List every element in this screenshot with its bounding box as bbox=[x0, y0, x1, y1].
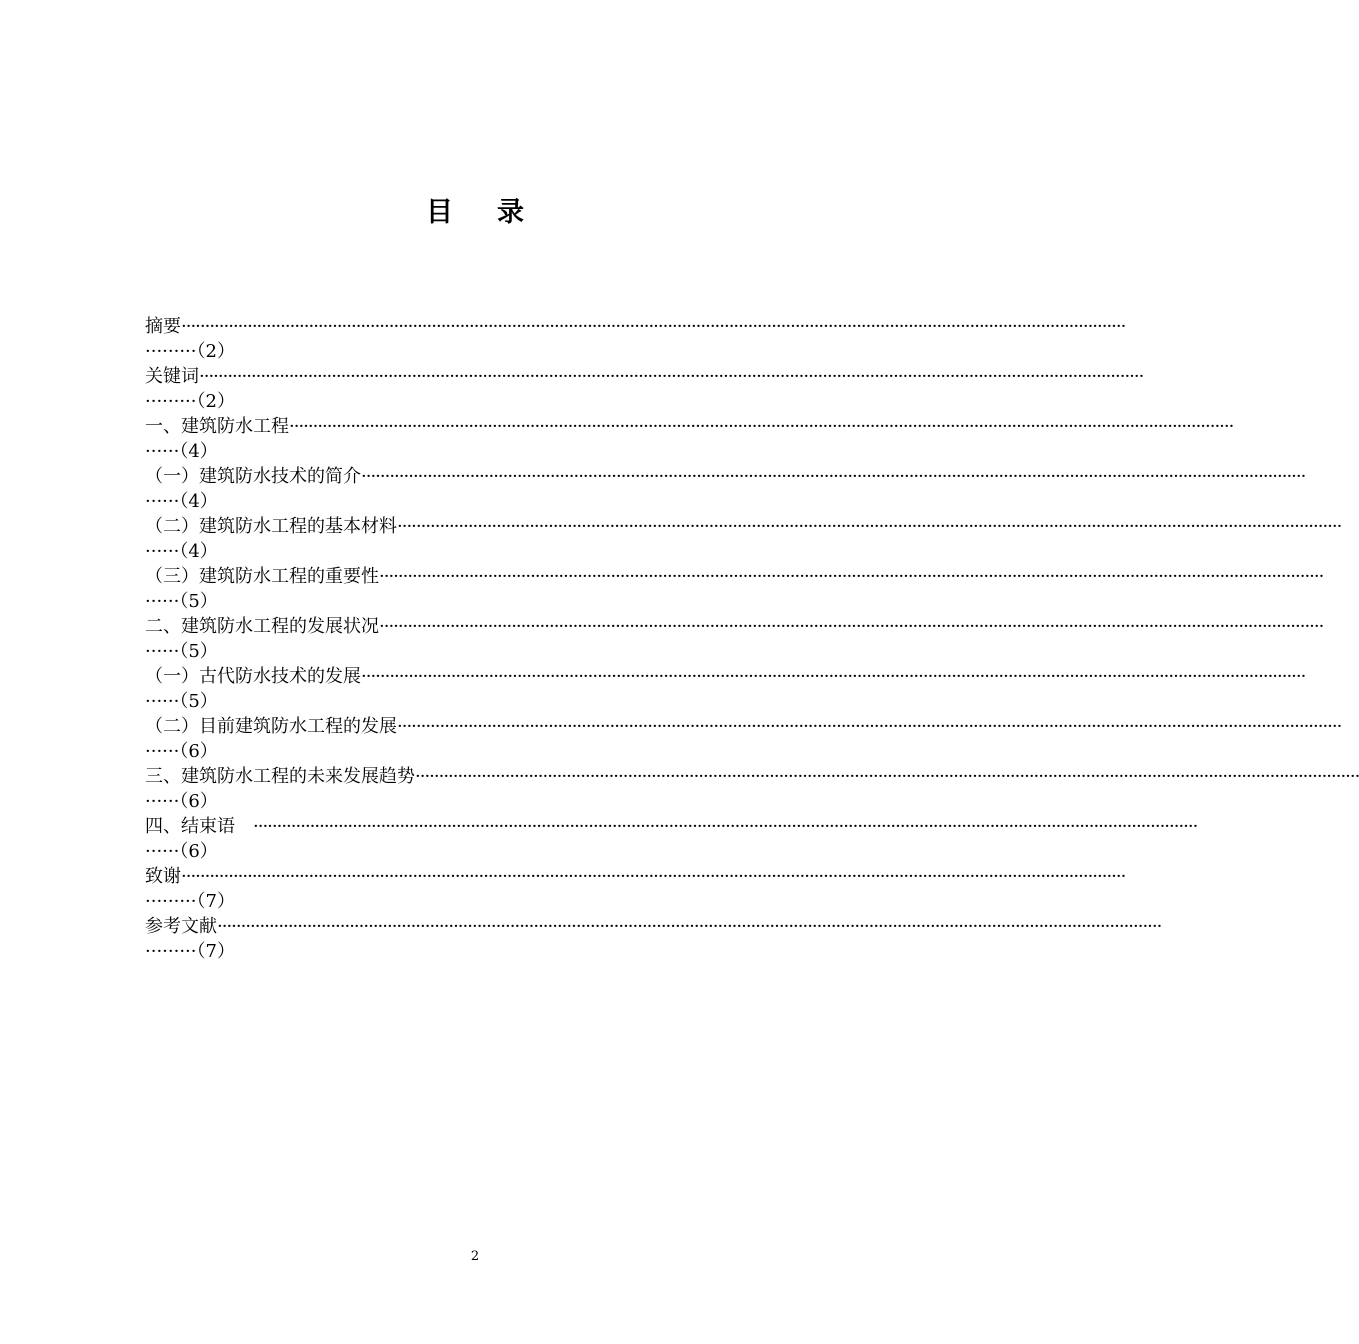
toc-entry-page-ref: ······（5） bbox=[145, 641, 218, 662]
dot-leader: ········································································································································································································ bbox=[379, 566, 1324, 587]
toc-entry-page-ref: ······（6） bbox=[145, 741, 218, 762]
toc-entry-page-ref: ······（5） bbox=[145, 591, 218, 612]
table-of-contents bbox=[145, 314, 1359, 964]
toc-entry-section-2[interactable] bbox=[145, 614, 1324, 664]
toc-entry-page-ref: ·········（7） bbox=[145, 941, 235, 962]
toc-entry-label: （二）建筑防水工程的基本材料 bbox=[145, 516, 397, 537]
toc-entry-label: 参考文献 bbox=[145, 916, 217, 937]
toc-entry-label: 二、建筑防水工程的发展状况 bbox=[145, 616, 379, 637]
toc-entry-section-1[interactable] bbox=[145, 414, 1234, 464]
dot-leader: ········································································································································································································ bbox=[253, 816, 1198, 837]
toc-entry-page-ref: ······（6） bbox=[145, 791, 218, 812]
dot-leader: ········································································································································································································ bbox=[181, 316, 1126, 337]
dot-leader: ········································································································································································································ bbox=[289, 416, 1234, 437]
toc-entry-page-ref: ······（4） bbox=[145, 491, 218, 512]
toc-entry-label: 摘要 bbox=[145, 316, 181, 337]
toc-entry-section-4[interactable] bbox=[145, 814, 1198, 864]
dot-leader: ········································································································································································································ bbox=[415, 766, 1359, 787]
toc-entry-section-3[interactable] bbox=[145, 764, 1359, 814]
toc-entry-section-1-2[interactable] bbox=[145, 514, 1342, 564]
toc-title bbox=[0, 196, 950, 230]
toc-title-char-2: 录 bbox=[497, 197, 524, 228]
toc-entry-label: （一）古代防水技术的发展 bbox=[145, 666, 361, 687]
toc-entry-label: （一）建筑防水技术的简介 bbox=[145, 466, 361, 487]
dot-leader: ········································································································································································································ bbox=[181, 866, 1126, 887]
toc-entry-page-ref: ······（6） bbox=[145, 841, 218, 862]
toc-entry-page-ref: ·········（2） bbox=[145, 391, 235, 412]
toc-entry-label: 四、结束语 bbox=[145, 816, 253, 837]
toc-title-char-1: 目 bbox=[426, 197, 453, 228]
dot-leader: ········································································································································································································ bbox=[199, 366, 1144, 387]
dot-leader: ········································································································································································································ bbox=[361, 466, 1306, 487]
dot-leader: ········································································································································································································ bbox=[379, 616, 1324, 637]
toc-entry-page-ref: ······（5） bbox=[145, 691, 218, 712]
toc-entry-label: 致谢 bbox=[145, 866, 181, 887]
toc-entry-label: （二）目前建筑防水工程的发展 bbox=[145, 716, 397, 737]
toc-entry-section-2-1[interactable] bbox=[145, 664, 1306, 714]
dot-leader: ········································································································································································································ bbox=[361, 666, 1306, 687]
toc-entry-page-ref: ·········（2） bbox=[145, 341, 235, 362]
toc-entry-page-ref: ·········（7） bbox=[145, 891, 235, 912]
dot-leader: ········································································································································································································ bbox=[397, 516, 1342, 537]
dot-leader: ········································································································································································································ bbox=[397, 716, 1342, 737]
toc-entry-label: 三、建筑防水工程的未来发展趋势 bbox=[145, 766, 415, 787]
toc-entry-label: （三）建筑防水工程的重要性 bbox=[145, 566, 379, 587]
dot-leader: ········································································································································································································ bbox=[217, 916, 1162, 937]
page-number: 2 bbox=[470, 1249, 480, 1264]
toc-entry-abstract[interactable] bbox=[145, 314, 1126, 364]
toc-entry-keywords[interactable] bbox=[145, 364, 1144, 414]
toc-entry-section-2-2[interactable] bbox=[145, 714, 1342, 764]
toc-entry-label: 关键词 bbox=[145, 366, 199, 387]
toc-entry-page-ref: ······（4） bbox=[145, 541, 218, 562]
toc-entry-section-1-1[interactable] bbox=[145, 464, 1306, 514]
toc-entry-acknowledgements[interactable] bbox=[145, 864, 1126, 914]
toc-entry-page-ref: ······（4） bbox=[145, 441, 218, 462]
toc-entry-section-1-3[interactable] bbox=[145, 564, 1324, 614]
toc-entry-label: 一、建筑防水工程 bbox=[145, 416, 289, 437]
toc-entry-references[interactable] bbox=[145, 914, 1162, 964]
